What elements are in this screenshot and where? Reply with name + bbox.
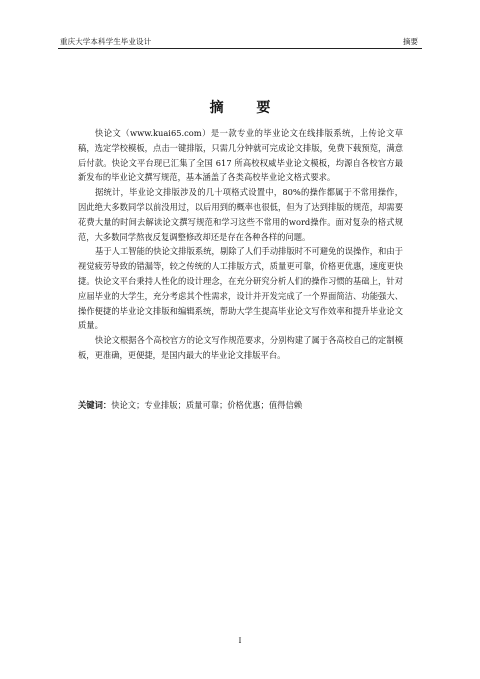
running-header-left: 重庆大学本科学生毕业设计 xyxy=(60,37,152,46)
abstract-body xyxy=(78,126,403,363)
abstract-title: 摘 要 xyxy=(209,100,285,116)
abstract-paragraph-2: 据统计，毕业论文排版涉及的几十项格式设置中，80%的操作都属于不常用操作，因此绝大多数同学以前没用过，以后用到的概率也很低，但为了达到排版的规范，却需要花费大量的时间去解读论文撰写规范和学习这些不常用的word操作。面对复杂的格式规范，大多数同学熬夜反复调整修改却还是存在各种各样的问题。 xyxy=(78,187,403,242)
keywords-value: 快论文；专业排版；质量可靠；价格优惠；值得信赖 xyxy=(111,400,303,410)
keywords-line xyxy=(78,399,302,411)
abstract-paragraph-1: 快论文（www.kuai65.com）是一款专业的毕业论文在线排版系统，上传论文草稿，选定学校模板，点击一键排版，只需几分钟就可完成论文排版，免费下载预览，满意后付款。快论文平台现已汇集了全国 617 所高校权威毕业论文模板，均源自各校官方最新发布的毕业论文撰写规范，基本涵盖了各类高校毕业论文格式要求。 xyxy=(78,128,403,183)
page-number: I xyxy=(238,636,242,645)
header-divider xyxy=(58,48,422,49)
abstract-paragraph-3: 基于人工智能的快论文排版系统，剔除了人们手动排版时不可避免的误操作，和由于视觉疲劳导致的错漏等，较之传统的人工排版方式，质量更可靠，价格更优惠，速度更快捷。快论文平台秉持人性化的设计理念，在充分研究分析人们的操作习惯的基础上，针对应届毕业的大学生，充分考虑其个性需求，设计并开发完成了一个界面简洁、功能强大、操作便捷的毕业论文排版和编辑系统，帮助大学生提高毕业论文写作效率和提升毕业论文质量。 xyxy=(78,246,403,331)
abstract-paragraph-4: 快论文根据各个高校官方的论文写作规范要求，分别构建了属于各高校自己的定制模板，更准确，更便捷，是国内最大的毕业论文排版平台。 xyxy=(78,335,403,360)
keywords-label: 关键词： xyxy=(78,400,112,410)
running-header-right: 摘要 xyxy=(403,37,418,46)
